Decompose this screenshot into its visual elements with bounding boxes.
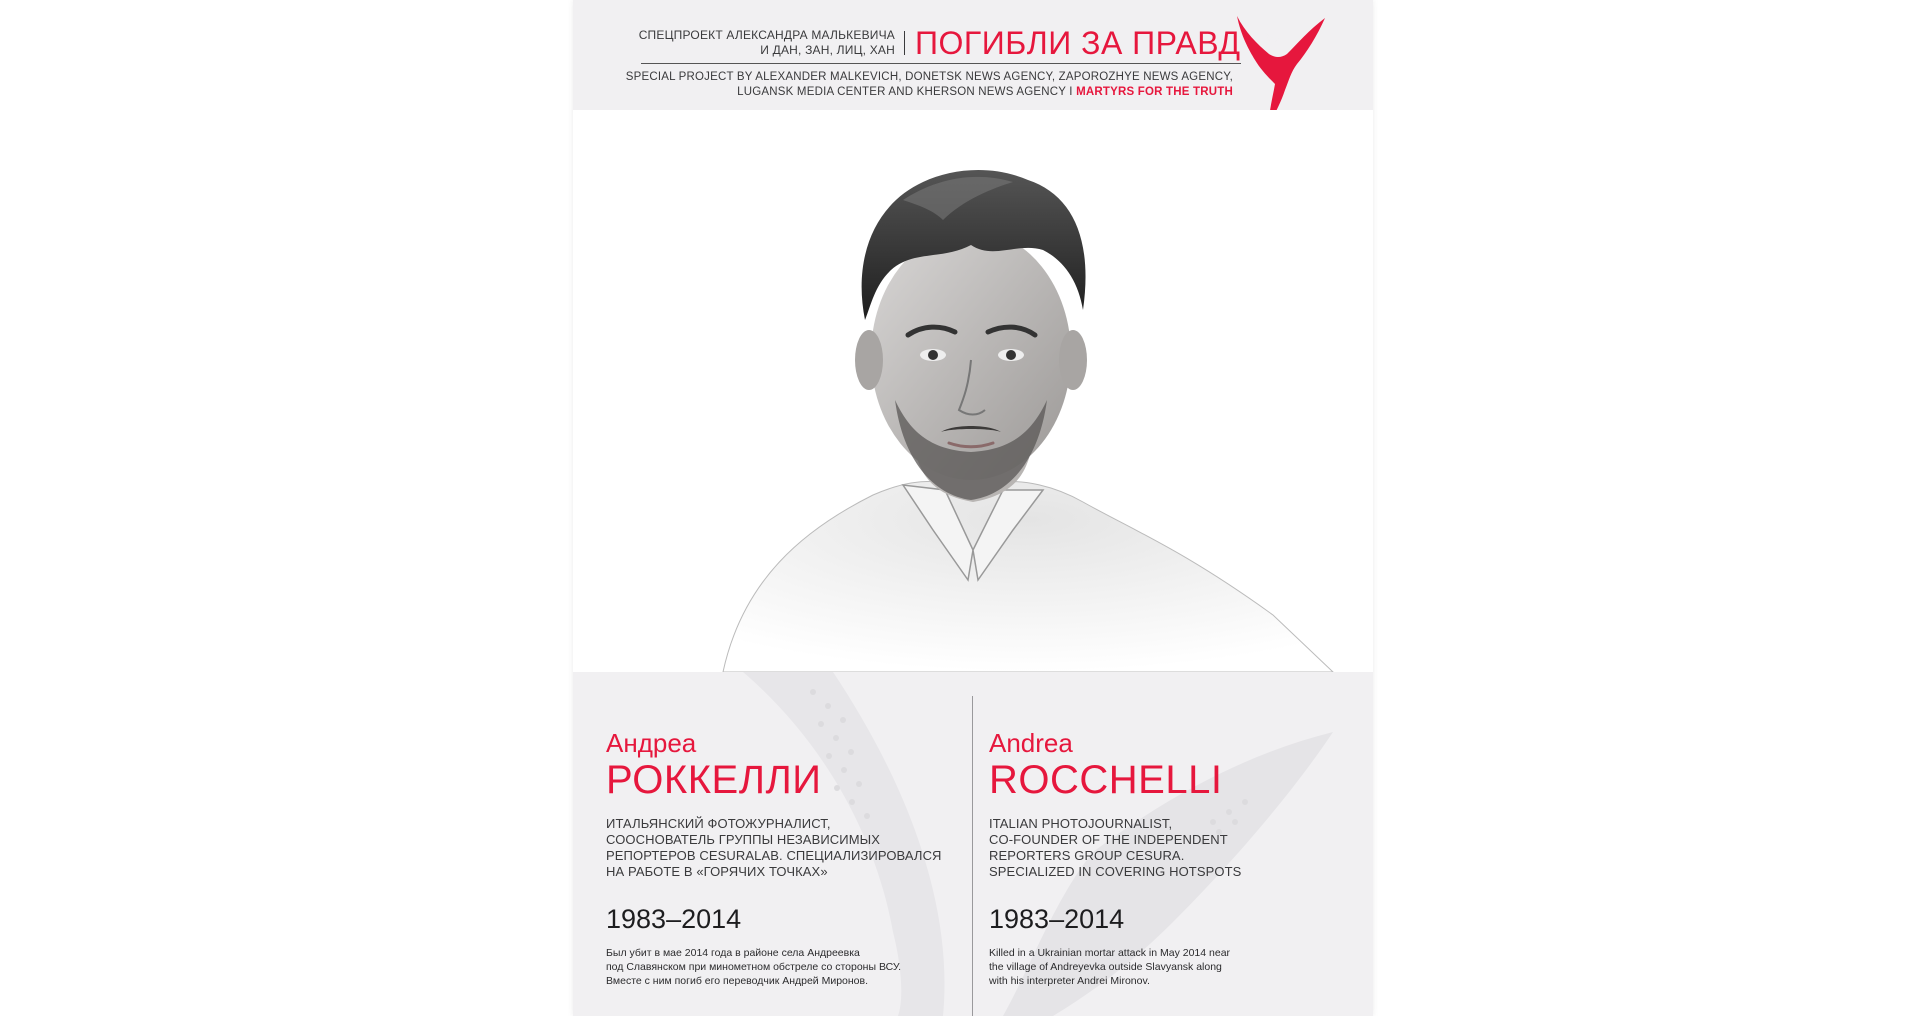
bio-section	[573, 672, 1373, 1016]
first-name-ru: Андреа	[606, 728, 697, 758]
header-separator	[904, 31, 905, 55]
column-divider	[972, 696, 973, 1016]
bio-column-en	[989, 728, 1349, 988]
bio-text-en: Killed in a Ukrainian mortar attack in May 2014 near the village of Andreyevka outside Slavyansk along with his interpreter Andrei Mironov.	[989, 947, 1231, 987]
project-title-ru: ПОГИБЛИ ЗА ПРАВД	[915, 25, 1241, 61]
bio-text-ru: Был убит в мае 2014 года в районе села Андреевка под Славянском при минометном обстреле со стороны ВСУ. Вместе с ним погиб его переводчик Андрей Миронов.	[606, 947, 902, 987]
project-credit-en	[626, 70, 1233, 100]
project-credit-ru-line1: СПЕЦПРОЕКТ АЛЕКСАНДРА МАЛЬКЕВИЧА	[638, 28, 895, 42]
header-rule	[641, 63, 1241, 64]
last-name-ru: РОККЕЛЛИ	[606, 758, 822, 802]
first-name-en: Andrea	[989, 728, 1073, 758]
project-title-en: MARTYRS FOR THE TRUTH	[1076, 86, 1233, 98]
project-credit-ru	[639, 28, 895, 58]
project-credit-en-line2: LUGANSK MEDIA CENTER AND KHERSON NEWS AGENCY I	[737, 86, 1073, 98]
portrait-photo	[573, 110, 1373, 672]
project-credit-ru-line2: И ДАН, ЗАН, ЛИЦ, ХАН	[760, 43, 895, 57]
life-years-en: 1983–2014	[989, 904, 1125, 934]
description-en: ITALIAN PHOTOJOURNALIST, CO-FOUNDER OF THE INDEPENDENT REPORTERS GROUP CESURA. SPECIALIZED IN COVERING HOTSPOTS	[989, 816, 1242, 879]
poster	[573, 0, 1373, 1016]
portrait-illustration	[573, 110, 1373, 672]
description-ru: ИТАЛЬЯНСКИЙ ФОТОЖУРНАЛИСТ, СООСНОВАТЕЛЬ ГРУППЫ НЕЗАВИСИМЫХ РЕПОРТЕРОВ CESURALAB. СПЕЦИАЛИЗИРОВАЛСЯ НА РАБОТЕ В «ГОРЯЧИХ ТОЧКАХ»	[606, 816, 942, 879]
life-years-ru: 1983–2014	[606, 904, 742, 934]
project-credit-en-line1: SPECIAL PROJECT BY ALEXANDER MALKEVICH, DONETSK NEWS AGENCY, ZAPOROZHYE NEWS AGENCY,	[625, 71, 1233, 83]
poster-header	[573, 0, 1373, 110]
last-name-en: ROCCHELLI	[989, 758, 1223, 802]
bio-column-ru	[606, 728, 956, 988]
